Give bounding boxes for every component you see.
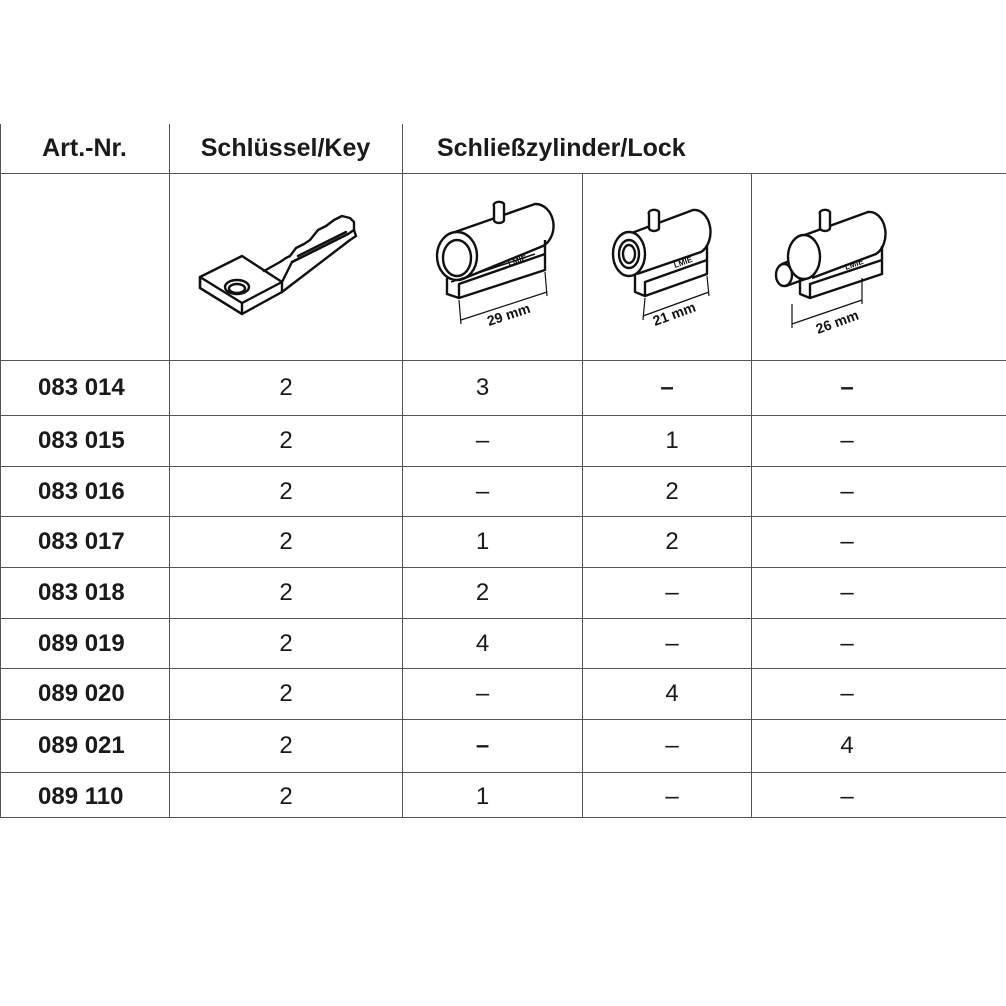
key-count-cell: 2 xyxy=(279,680,293,707)
art-nr-cell: 083 016 xyxy=(38,477,125,505)
lock29-count-cell: 3 xyxy=(475,374,490,401)
table-row xyxy=(0,720,1006,772)
art-nr-cell: 083 018 xyxy=(38,579,125,606)
key-count-cell: 2 xyxy=(279,732,293,759)
lock21-count-cell: 2 xyxy=(665,477,679,505)
header-art-nr: Art.-Nr. xyxy=(42,134,127,162)
lock26-count-cell: – xyxy=(840,680,854,707)
lock-size-label: 29 mm xyxy=(484,299,533,329)
lock-cylinder-29mm-illustration xyxy=(403,174,582,360)
lock29-count-cell: – xyxy=(475,680,490,707)
art-nr-cell: 089 019 xyxy=(38,629,125,657)
header-key: Schlüssel/Key xyxy=(200,134,371,162)
lock-cylinder-26mm-illustration xyxy=(752,174,1006,360)
lock26-count-cell: – xyxy=(840,427,854,454)
key-count-cell: 2 xyxy=(279,629,293,657)
lock-cylinder-21mm-illustration xyxy=(583,174,751,360)
lock21-count-cell: 1 xyxy=(665,427,679,454)
table-row xyxy=(0,416,1006,466)
lock29-count-cell: – xyxy=(475,477,490,505)
lock21-count-cell: 2 xyxy=(665,528,679,555)
key-count-cell: 2 xyxy=(279,427,293,454)
art-nr-cell: 083 015 xyxy=(38,427,125,454)
lock21-count-cell: – xyxy=(665,783,679,810)
lock21-count-cell: – xyxy=(660,374,674,401)
art-nr-cell: 089 021 xyxy=(38,732,125,759)
key-count-cell: 2 xyxy=(279,579,293,606)
lock21-count-cell: – xyxy=(665,579,679,606)
lock21-count-cell: – xyxy=(665,732,679,759)
lock-brand-label: LMIE xyxy=(672,254,694,270)
lock29-count-cell: 4 xyxy=(475,629,490,657)
key-count-cell: 2 xyxy=(279,477,293,505)
header-lock: Schließzylinder/Lock xyxy=(437,134,686,162)
table-row xyxy=(0,568,1006,618)
key-illustration xyxy=(170,174,402,360)
art-nr-cell: 089 110 xyxy=(38,783,124,810)
key-count-cell: 2 xyxy=(279,528,293,555)
lock29-count-cell: 1 xyxy=(475,783,490,810)
key-count-cell: 2 xyxy=(279,783,293,810)
table-row xyxy=(0,773,1006,821)
lock26-count-cell: 4 xyxy=(840,732,854,759)
lock21-count-cell: – xyxy=(665,629,679,657)
lock-size-label: 26 mm xyxy=(813,306,861,337)
art-nr-cell: 089 020 xyxy=(38,680,125,707)
lock29-count-cell: – xyxy=(475,427,490,454)
table-row xyxy=(0,619,1006,668)
lock-brand-label: LMIE xyxy=(843,256,865,272)
lock29-count-cell: 1 xyxy=(475,528,490,555)
table-row xyxy=(0,467,1006,516)
lock-brand-label: LMIE xyxy=(506,253,528,268)
table-row xyxy=(0,517,1006,567)
table-row xyxy=(0,669,1006,719)
product-table xyxy=(0,124,1006,818)
lock-size-label: 21 mm xyxy=(650,298,698,329)
lock26-count-cell: – xyxy=(840,783,854,810)
lock26-count-cell: – xyxy=(840,629,854,657)
lock26-count-cell: – xyxy=(840,579,854,606)
key-count-cell: 2 xyxy=(279,374,293,401)
art-nr-cell: 083 017 xyxy=(38,528,125,555)
lock26-count-cell: – xyxy=(840,528,854,555)
table-row xyxy=(0,361,1006,415)
art-nr-cell: 083 014 xyxy=(38,374,125,401)
lock21-count-cell: 4 xyxy=(665,680,679,707)
lock29-count-cell: 2 xyxy=(475,579,490,606)
lock26-count-cell: – xyxy=(840,374,854,401)
lock29-count-cell: – xyxy=(475,732,490,759)
lock26-count-cell: – xyxy=(840,477,854,505)
